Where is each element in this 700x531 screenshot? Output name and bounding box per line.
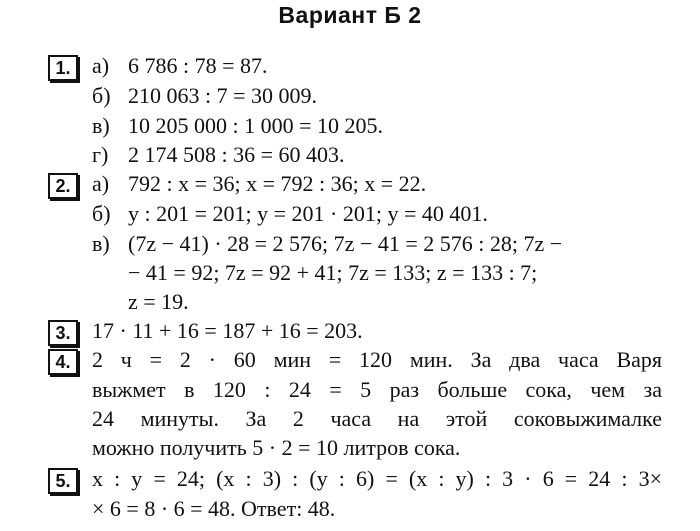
item-expression: − 41 = 92; 7z = 92 + 41; 7z = 133; z = 133 : 7; (128, 260, 538, 285)
item-expression: 6 786 : 78 = 87. (128, 53, 268, 78)
item-expression: y : 201 = 201; y = 201 · 201; y = 40 401. (128, 201, 488, 226)
task-5-line-2: × 6 = 8 · 6 = 48. Ответ: 48. (92, 496, 336, 521)
item-expression: 210 063 : 7 = 30 009. (128, 83, 318, 108)
item-label: в) (92, 231, 110, 256)
item-expression: 2 174 508 : 36 = 60 403. (128, 142, 345, 167)
task-5-line-1: x : y = 24; (x : 3) : (y : 6) = (x : y) : 3 · 6 = 24 : 3× (92, 466, 662, 491)
item-expression: 10 205 000 : 1 000 = 10 205. (128, 113, 384, 138)
task-4-line-4: можно получить 5 · 2 = 10 литров сока. (92, 435, 461, 460)
task-4-line-1: 2 ч = 2 · 60 мин = 120 мин. За два часа Варя (92, 347, 662, 372)
item-label: б) (92, 201, 111, 226)
task-2-number-box: 2. (48, 173, 78, 199)
task-5-number-box: 5. (48, 468, 78, 494)
task-1-number-box: 1. (48, 55, 78, 81)
item-expression: 792 : x = 36; x = 792 : 36; x = 22. (128, 171, 427, 196)
item-expression: z = 19. (128, 289, 189, 314)
task-3-number-box: 3. (48, 320, 78, 346)
item-label: б) (92, 83, 111, 108)
task-4-number-box: 4. (48, 349, 78, 375)
item-expression: (7z − 41) · 28 = 2 576; 7z − 41 = 2 576 : 28; 7z − (128, 231, 563, 256)
task-4-line-3: 24 минуты. За 2 часа на этой соковыжималке (92, 406, 662, 431)
task-3-expression: 17 · 11 + 16 = 187 + 16 = 203. (92, 318, 363, 343)
item-label: г) (92, 142, 109, 167)
item-label: в) (92, 113, 110, 138)
item-label: а) (92, 171, 110, 196)
task-4-line-2: выжмет в 120 : 24 = 5 раз больше сока, чем за (92, 377, 662, 402)
page-title: Вариант Б 2 (278, 2, 422, 28)
item-label: а) (92, 53, 110, 78)
